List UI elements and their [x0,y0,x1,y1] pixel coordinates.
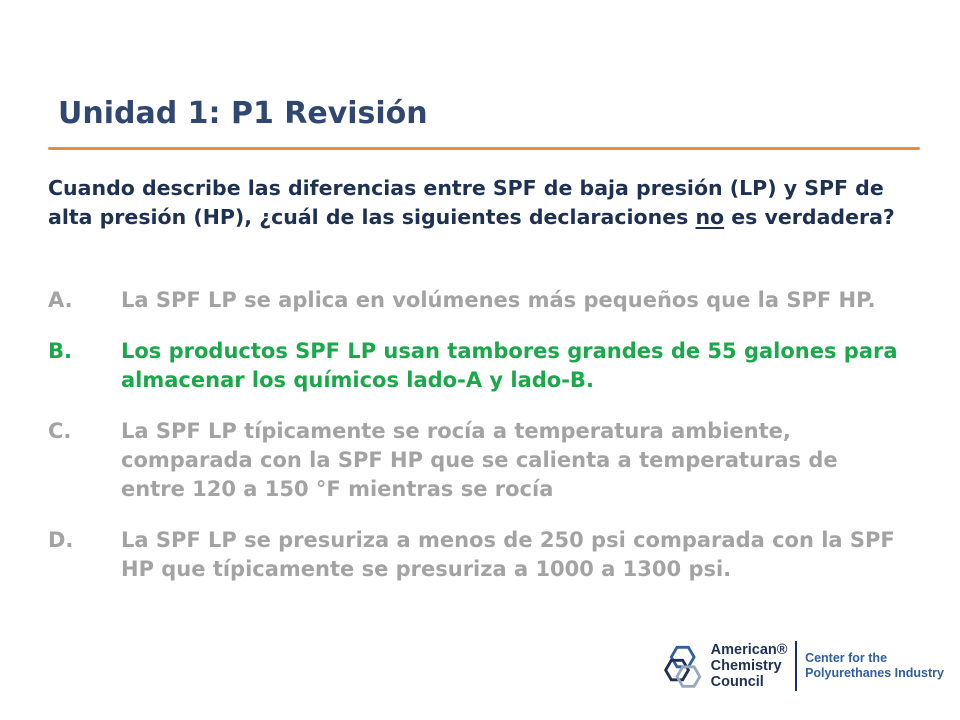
answer-text: La SPF LP se presuriza a menos de 250 psi comparada con la SPF HP que típicamente se presuriza a 1000 a 1300 psi. [121,528,895,581]
cpi-wordmark-line: Polyurethanes Industry [805,666,944,680]
answer-text: Los productos SPF LP usan tambores grandes de 55 galones para almacenar los químicos lado-A y lado-B. [121,339,898,392]
slide-title: Unidad 1: P1 Revisión [58,96,428,131]
acc-wordmark-line: Chemistry [710,658,782,674]
answer-option-d [48,526,908,584]
question-text-end: es verdadera? [724,205,895,229]
logo-divider [795,641,797,691]
answer-option-b [48,337,908,395]
answer-letter: B. [48,339,72,363]
acc-logo [664,634,944,698]
question-text-start: Cuando describe las diferencias entre SPF de baja presión (LP) y SPF de alta presión (HP), ¿cuál de las siguientes declaraciones [48,176,884,229]
acc-wordmark [711,642,788,690]
answer-letter: A. [48,288,73,312]
answer-letter: C. [48,419,72,443]
question-text [48,174,898,232]
cpi-wordmark-line: Center for the [805,651,888,665]
hexagon-logo-icon [664,637,705,695]
acc-wordmark-line: American® [710,642,788,658]
cpi-wordmark [805,651,944,681]
question-emphasis: no [695,205,725,229]
answer-option-a [48,286,908,315]
answer-letter: D. [48,528,74,552]
answer-text: La SPF LP típicamente se rocía a temperatura ambiente, comparada con la SPF HP que se calienta a temperaturas de entre 120 a 150 °F mientras se rocía [121,419,838,501]
answer-option-c [48,417,908,504]
answer-text: La SPF LP se aplica en volúmenes más pequeños que la SPF HP. [121,288,876,312]
title-divider [48,147,920,150]
acc-wordmark-line: Council [710,674,764,690]
answer-list [48,286,908,606]
